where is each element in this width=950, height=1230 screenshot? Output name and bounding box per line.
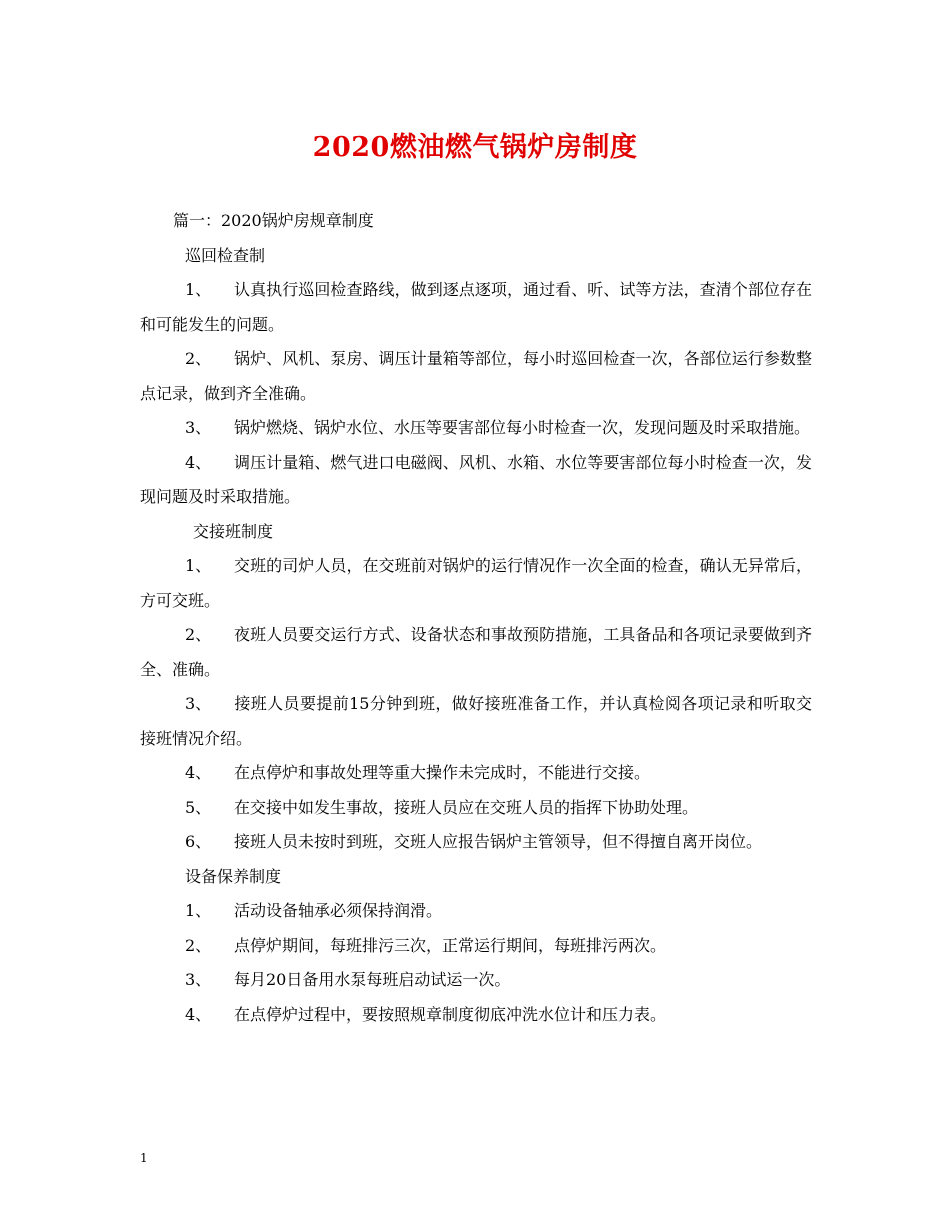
list-item <box>140 549 812 618</box>
item-text: 在交接中如发生事故，接班人员应在交班人员的指挥下协助处理。 <box>234 797 699 817</box>
item-text: 每月20日备用水泵每班启动试运一次。 <box>234 970 511 989</box>
item-text: 活动设备轴承必须保持润滑。 <box>234 901 443 920</box>
item-number: 1、 <box>185 280 212 299</box>
item-number: 3、 <box>185 970 212 989</box>
document-title: 2020燃油燃气锅炉房制度 <box>312 132 638 163</box>
document-body <box>140 204 812 1032</box>
list-item <box>140 342 812 411</box>
item-number: 3、 <box>185 694 212 713</box>
list-item <box>140 825 812 860</box>
item-text: 锅炉燃烧、锅炉水位、水压等要害部位每小时检查一次，发现问题及时采取措施。 <box>234 418 811 437</box>
list-item <box>140 618 812 687</box>
list-item <box>140 687 812 756</box>
list-item <box>140 446 812 515</box>
list-item <box>140 791 812 826</box>
item-number: 6、 <box>185 832 212 851</box>
item-text: 接班人员要提前15分钟到班，做好接班准备工作，并认真检阅各项记录和听取交接班情况介绍。 <box>140 694 812 748</box>
item-text: 调压计量箱、燃气进口电磁阀、风机、水箱、水位等要害部位每小时检查一次，发现问题及时采取措施。 <box>140 452 812 506</box>
item-number: 2、 <box>185 625 212 644</box>
item-text: 在点停炉过程中，要按照规章制度彻底冲洗水位计和压力表。 <box>234 1004 667 1024</box>
section-heading-shift-handover: 交接班制度 <box>193 521 274 541</box>
list-item <box>140 929 812 964</box>
list-item <box>140 963 812 998</box>
item-number: 2、 <box>185 349 212 368</box>
list-item <box>140 273 812 342</box>
part-heading: 篇一：2020锅炉房规章制度 <box>173 211 374 230</box>
item-number: 1、 <box>185 901 212 920</box>
item-number: 4、 <box>185 452 212 472</box>
item-number: 4、 <box>185 1004 212 1024</box>
item-number: 2、 <box>185 935 212 955</box>
item-number: 3、 <box>185 418 212 437</box>
section-heading-maintenance: 设备保养制度 <box>185 866 282 886</box>
item-text: 夜班人员要交运行方式、设备状态和事故预防措施，工具备品和各项记录要做到齐全、准确。 <box>140 625 812 679</box>
item-number: 4、 <box>185 763 212 782</box>
item-text: 在点停炉和事故处理等重大操作未完成时，不能进行交接。 <box>234 763 651 782</box>
item-text: 点停炉期间，每班排污三次，正常运行期间，每班排污两次。 <box>234 935 667 955</box>
item-text: 交班的司炉人员，在交班前对锅炉的运行情况作一次全面的检查，确认无异常后，方可交班。 <box>140 556 812 610</box>
list-item <box>140 894 812 929</box>
item-text: 锅炉、风机、泵房、调压计量箱等部位，每小时巡回检查一次，各部位运行参数整点记录，做到齐全准确。 <box>140 349 812 403</box>
item-text: 接班人员未按时到班，交班人应报告锅炉主管领导，但不得擅自离开岗位。 <box>234 832 763 851</box>
list-item <box>140 756 812 791</box>
list-item <box>140 411 812 446</box>
item-text: 认真执行巡回检查路线，做到逐点逐项，通过看、听、试等方法，查清个部位存在和可能发生的问题。 <box>140 280 812 334</box>
page-number: 1 <box>140 1151 148 1165</box>
section-heading-inspection: 巡回检查制 <box>185 245 266 265</box>
item-number: 1、 <box>185 556 212 575</box>
list-item <box>140 998 812 1033</box>
item-number: 5、 <box>185 797 212 817</box>
